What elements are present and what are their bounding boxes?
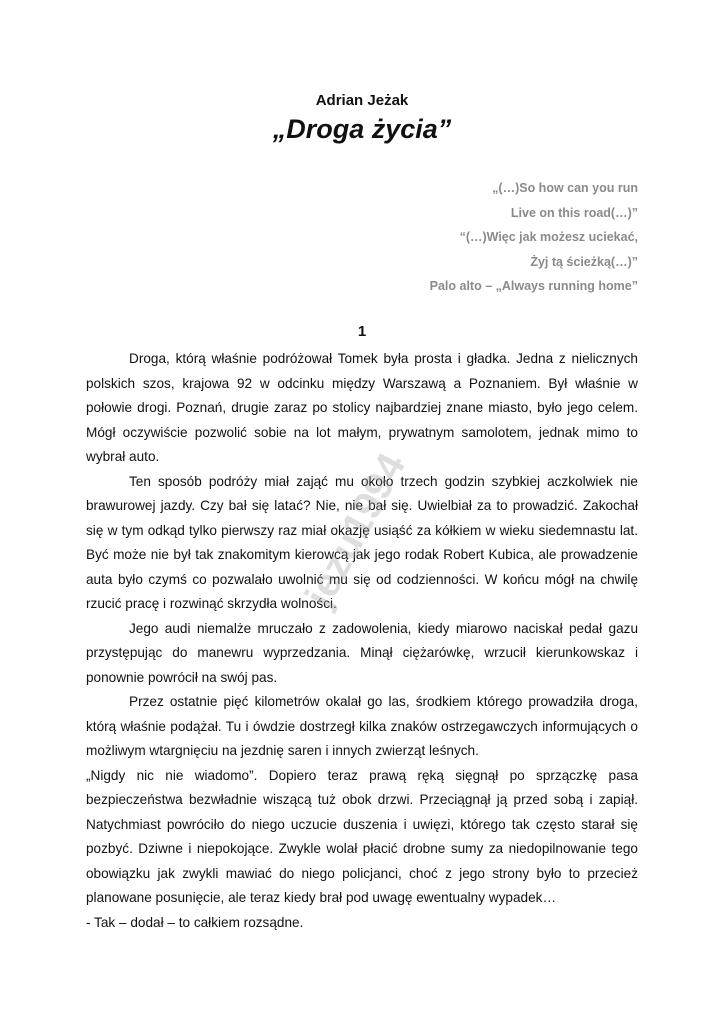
epigraph-line: Żyj tą ścieżką(…)” [530, 254, 638, 269]
watermark: jezu1994 [296, 446, 415, 615]
epigraph-line: Live on this road(…)” [510, 205, 638, 220]
dialogue-line: - Tak – dodał – to całkiem rozsądne. [86, 914, 304, 930]
body-text [86, 347, 638, 935]
epigraph-line: „(…)So how can you run [492, 181, 638, 195]
epigraph-attribution: Palo alto – „Always running home” [429, 279, 638, 293]
paragraph: Przez ostatnie pięć kilometrów okalał go las, środkiem którego prowadziła droga, którą właśnie podążał. Tu i ówdzie dostrzegł kilka znaków ostrzegawczych informujących o możliwym wtargnięciu na jezdnię saren i innych zwierząt leśnych. [86, 694, 638, 758]
epigraph-line: “(…)Więc jak możesz uciekać, [459, 230, 638, 244]
paragraph: „Nigdy nic nie wiadomo”. Dopiero teraz prawą ręką sięgnął po sprzączkę pasa bezpieczeństwa bezwładnie wiszącą tuż obok drzwi. Przeciągnął ją przed sobą i zapiął. Natychmiast powróciło do niego uczucie duszenia i uwięzi, którego tak często starał się pozbyć. Dziwne i niepokojące. Zwykle wolał płacić drobne sumy za niedopilnowanie tego obowiązku jak zwykli mawiać do niego policjanci, choć z jego strony było to przecież planowane posunięcie, ale teraz kiedy brał pod uwagę ewentualny wypadek… [86, 767, 638, 905]
paragraph: Ten sposób podróży miał zająć mu około trzech godzin szybkiej aczkolwiek nie brawurowej jazdy. Czy bał się latać? Nie, nie bał się. Uwielbiał za to prowadzić. Zakochał się w tym odkąd tylko pierwszy raz miał okazję usiąść za kółkiem w wieku siedemnastu lat. Być może nie był tak znakomitym kierowcą jak jego rodak Robert Kubica, ale prowadzenie auta było czymś co pozwalało uwolnić mu się od codzienności. W końcu mógł na chwilę rzucić pracę i rozwinąć skrzydła wolności. [86, 473, 638, 611]
chapter-number: 1 [357, 323, 367, 340]
author-name: Adrian Jeżak [315, 92, 409, 109]
document-title: „Droga życia” [272, 114, 452, 144]
paragraph: Droga, którą właśnie podróżował Tomek była prosta i gładka. Jedna z nielicznych polskich szos, krajowa 92 w odcinku między Warszawą a Poznaniem. Był właśnie w połowie drogi. Poznań, drugie zaraz po stolicy najbardziej znane miasto, było jego celem. Mógł oczywiście pozwolić sobie na lot małym, prywatnym samolotem, jednak mimo to wybrał auto. [86, 351, 638, 464]
paragraph: Jego audi niemalże mruczało z zadowolenia, kiedy miarowo naciskał pedał gazu przystępując do manewru wyprzedzania. Minął ciężarówkę, wrzucił kierunkowskaz i ponownie powrócił na swój pas. [86, 620, 638, 685]
epigraph [238, 178, 638, 301]
